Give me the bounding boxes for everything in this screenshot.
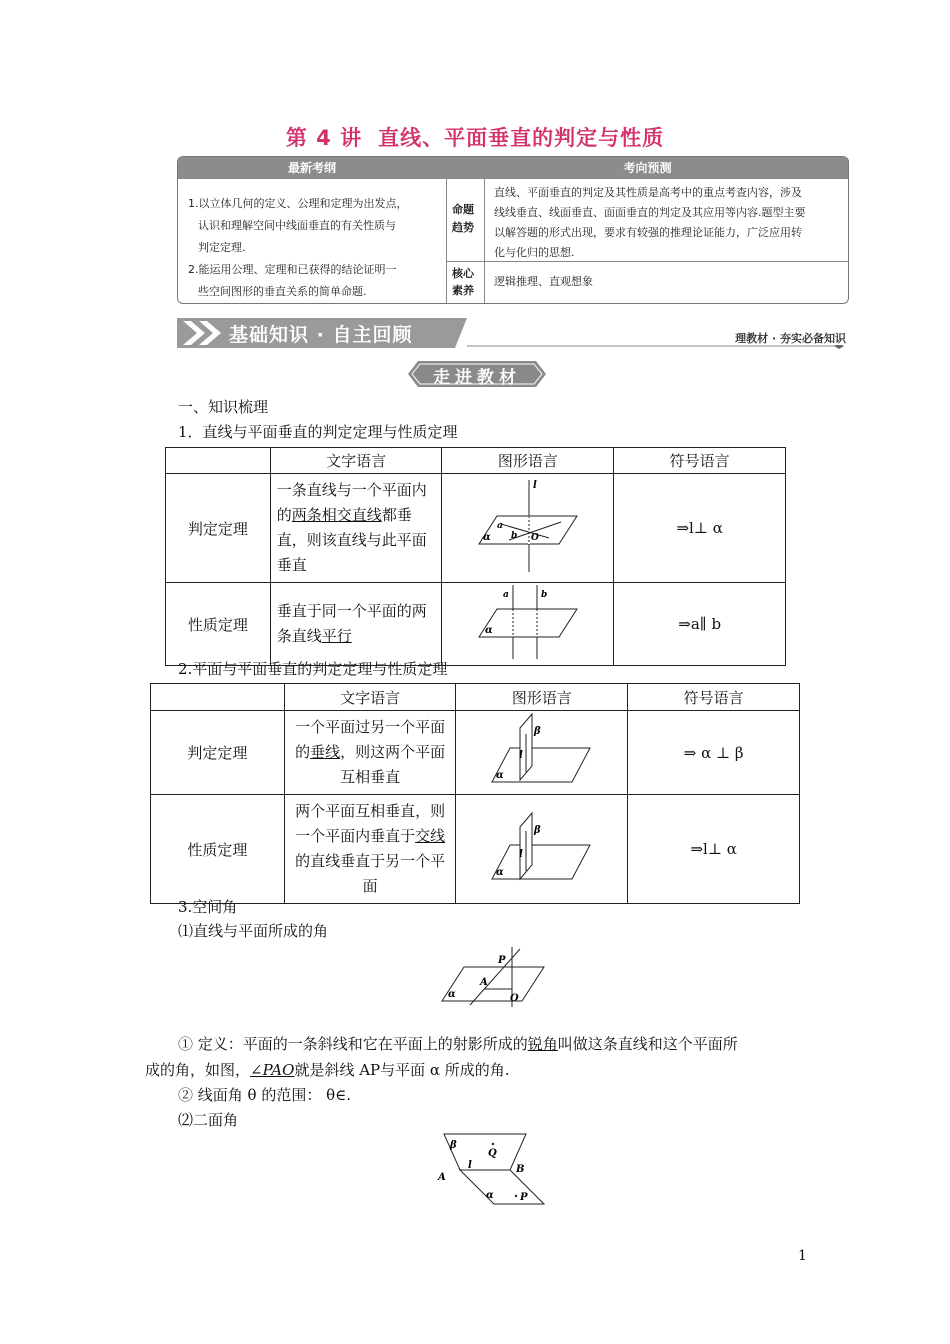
- row-symbol: ⇒l⊥ α: [614, 474, 786, 583]
- svg-text:Q: Q: [488, 1148, 497, 1159]
- svg-text:P: P: [520, 1192, 528, 1203]
- definition-line-2: 成的角，如图，∠PAO就是斜线 AP与平面 α 所成的角.: [145, 1061, 510, 1079]
- svg-text:α: α: [448, 989, 456, 1000]
- figure-two-perp-lines: [442, 583, 614, 666]
- figure-plane-perp-plane: [456, 711, 628, 795]
- section-badge: 走进教材: [408, 361, 546, 387]
- row-name: 性质定理: [151, 795, 285, 904]
- table1-heading: 1．直线与平面垂直的判定定理与性质定理: [178, 423, 458, 441]
- svg-text:α: α: [484, 625, 493, 636]
- subsection-heading: ⑵二面角: [178, 1111, 239, 1129]
- forecast-header: 考向预测: [447, 157, 848, 179]
- section-banner: [177, 318, 467, 348]
- svg-text:β: β: [533, 725, 541, 737]
- row-text: 垂直于同一个平面的两条直线平行: [270, 583, 442, 666]
- svg-text:α: α: [495, 867, 504, 878]
- svg-text:a: a: [496, 521, 503, 531]
- section-heading: 3.空间角: [178, 898, 238, 916]
- svg-text:P: P: [498, 955, 506, 966]
- banner-title: 基础知识 · 自主回顾: [229, 324, 413, 346]
- subsection-heading: ⑴直线与平面所成的角: [178, 922, 329, 940]
- syllabus-list: 1.以立体几何的定义、公理和定理为出发点， 认识和理解空间中线面垂直的有关性质与 判定定理. 2.能运用公理、定理和已获得的结论证明一 些空间图形的垂直关系的简单命题.: [188, 197, 408, 298]
- figure-dihedral-angle: [436, 1132, 552, 1210]
- angle-range: ② 线面角 θ 的范围： θ∈.: [178, 1086, 352, 1104]
- row-name: 判定定理: [166, 474, 271, 583]
- col-text: 文字语言: [270, 448, 442, 474]
- row-symbol: ⇒a∥ b: [614, 583, 786, 666]
- svg-text:O: O: [510, 993, 519, 1004]
- svg-text:α: α: [482, 532, 491, 543]
- svg-text:a: a: [502, 590, 509, 600]
- row-symbol: ⇒l⊥ α: [628, 795, 800, 904]
- trend-text: 直线、平面垂直的判定及其性质是高考中的重点考查内容，涉及 线线垂直、线面垂直、面面垂直的判定及其应用等内容.题型主要 以解答题的形式出现，要求有较强的推理论证能力，广泛应用转 化与化归的思想.: [494, 186, 806, 259]
- svg-text:A: A: [438, 1172, 446, 1183]
- core-label: 核心 素养: [452, 267, 474, 297]
- trend-label: 命题 趋势: [452, 203, 474, 234]
- table-line-plane: [165, 447, 786, 666]
- row-name: 性质定理: [166, 583, 271, 666]
- row-text: 两个平面互相垂直，则一个平面内垂直于交线的直线垂直于另一个平面: [284, 795, 456, 904]
- col-figure: 图形语言: [456, 684, 628, 711]
- svg-text:l: l: [468, 1160, 472, 1171]
- svg-text:l: l: [532, 480, 537, 491]
- syllabus-header: 最新考纲: [178, 157, 446, 179]
- row-text: 一个平面过另一个平面的垂线，则这两个平面互相垂直: [284, 711, 456, 795]
- banner-subtitle: 理教材 · 夯实必备知识: [735, 332, 846, 345]
- svg-text:β: β: [533, 825, 541, 836]
- table2-heading: 2.平面与平面垂直的判定定理与性质定理: [178, 660, 448, 678]
- section-heading: 一、知识梳理: [178, 398, 269, 416]
- page-title: 第 4 讲 直线、平面垂直的判定与性质: [285, 126, 665, 150]
- svg-text:b: b: [540, 590, 548, 600]
- table-plane-plane: [150, 683, 800, 904]
- svg-text:A: A: [480, 977, 488, 988]
- svg-text:α: α: [495, 769, 504, 781]
- core-text: 逻辑推理、直观想象: [494, 275, 593, 288]
- row-text: 一条直线与一个平面内的两条相交直线都垂直，则该直线与此平面垂直: [270, 474, 442, 583]
- figure-line-perp-plane: [442, 474, 614, 583]
- svg-text:l: l: [518, 749, 523, 761]
- figure-plane-perp-property: [456, 795, 628, 904]
- svg-text:B: B: [516, 1164, 525, 1175]
- row-symbol: ⇒ α ⊥ β: [628, 711, 800, 795]
- svg-text:β: β: [450, 1140, 457, 1151]
- svg-text:b: b: [510, 531, 518, 541]
- col-figure: 图形语言: [442, 448, 614, 474]
- col-text: 文字语言: [284, 684, 456, 711]
- svg-text:l: l: [518, 849, 523, 860]
- col-symbol: 符号语言: [628, 684, 800, 711]
- definition-line-1: ① 定义：平面的一条斜线和它在平面上的射影所成的锐角叫做这条直线和这个平面所: [178, 1035, 738, 1053]
- syllabus-box: [177, 156, 849, 304]
- row-name: 判定定理: [151, 711, 285, 795]
- page-number: 1: [798, 1248, 807, 1264]
- svg-text:O: O: [530, 533, 539, 543]
- figure-line-plane-angle: [436, 945, 548, 1007]
- col-symbol: 符号语言: [614, 448, 786, 474]
- svg-text:α: α: [486, 1190, 494, 1201]
